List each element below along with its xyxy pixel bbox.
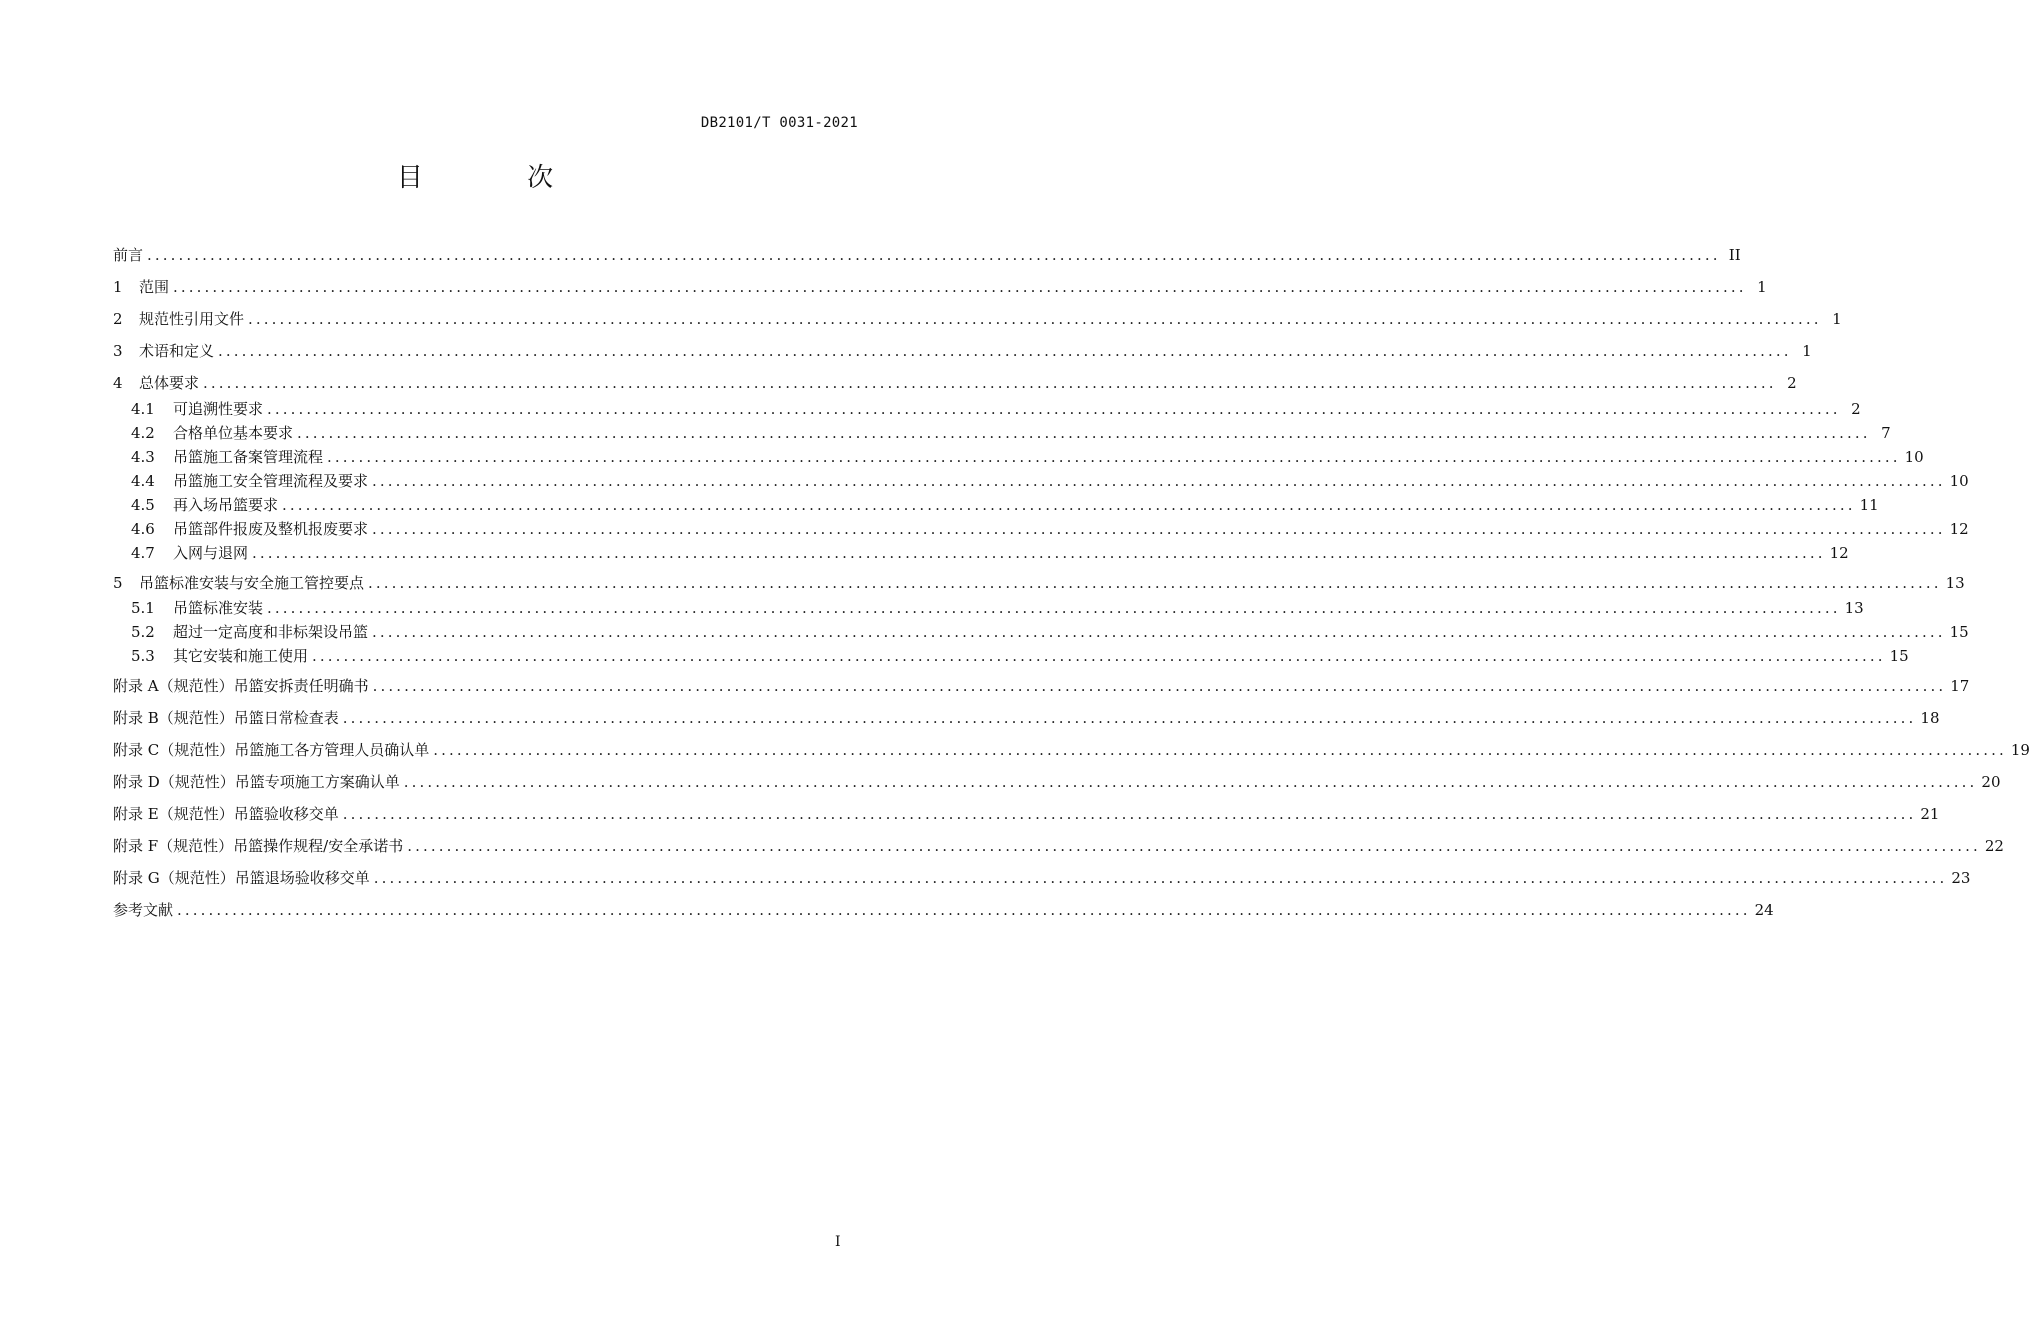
toc-entry-page: 15 bbox=[1889, 647, 1909, 665]
toc-entry-3[interactable] bbox=[113, 340, 1812, 362]
toc-leader-dots: ........................................................................................................................................................................................................ bbox=[368, 574, 1942, 592]
toc-entry-page: 12 bbox=[1949, 520, 1969, 538]
toc-entry-4-5[interactable] bbox=[131, 494, 1879, 516]
toc-entry-number: 4.1 bbox=[131, 400, 155, 418]
toc-entry-number: 4.4 bbox=[131, 472, 155, 490]
toc-leader-dots: ........................................................................................................................................................................................................ bbox=[372, 472, 1946, 490]
toc-leader-dots: ........................................................................................................................................................................................................ bbox=[403, 773, 1978, 791]
toc-entry-page: 18 bbox=[1920, 709, 1940, 727]
toc-leader-dots: ........................................................................................................................................................................................................ bbox=[173, 278, 1747, 296]
toc-entry-page: 1 bbox=[1802, 342, 1812, 360]
toc-entry-appendix-e[interactable] bbox=[113, 803, 1940, 825]
toc-entry-2[interactable] bbox=[113, 308, 1842, 330]
toc-entry-appendix-c[interactable] bbox=[113, 739, 2030, 761]
toc-entry-appendix-a[interactable] bbox=[113, 675, 1970, 697]
toc-entry-4[interactable] bbox=[113, 372, 1797, 394]
toc-leader-dots: ........................................................................................................................................................................................................ bbox=[407, 837, 1981, 855]
toc-leader-dots: ........................................................................................................................................................................................................ bbox=[267, 400, 1841, 418]
toc-entry-1[interactable] bbox=[113, 276, 1767, 298]
toc-entry-page: 23 bbox=[1951, 869, 1971, 887]
toc-entry-4-2[interactable] bbox=[131, 422, 1891, 444]
toc-entry-5-1[interactable] bbox=[131, 597, 1864, 619]
toc-entry-5-3[interactable] bbox=[131, 645, 1909, 667]
toc-entry-label: 附录 C（规范性）吊篮施工各方管理人员确认单 bbox=[113, 741, 430, 759]
toc-entry-page: 22 bbox=[1984, 837, 2004, 855]
toc-entry-page: 12 bbox=[1829, 544, 1849, 562]
toc-entry-4-1[interactable] bbox=[131, 398, 1861, 420]
toc-entry-number: 4 bbox=[113, 374, 123, 392]
toc-entry-label: 附录 G（规范性）吊篮退场验收移交单 bbox=[113, 869, 370, 887]
toc-entry-page: 24 bbox=[1754, 901, 1774, 919]
toc-entry-appendix-d[interactable] bbox=[113, 771, 2001, 793]
toc-entry-4-6[interactable] bbox=[131, 518, 1969, 540]
toc-entry-number: 4.7 bbox=[131, 544, 155, 562]
toc-entry-label: 其它安装和施工使用 bbox=[173, 647, 309, 665]
toc-entry-5-2[interactable] bbox=[131, 621, 1969, 643]
toc-entry-label: 吊篮施工安全管理流程及要求 bbox=[173, 472, 369, 490]
document-code: DB2101/T 0031-2021 bbox=[700, 115, 858, 131]
toc-entry-label: 吊篮施工备案管理流程 bbox=[173, 448, 324, 466]
toc-leader-dots: ........................................................................................................................................................................................................ bbox=[147, 246, 1721, 264]
toc-entry-4-3[interactable] bbox=[131, 446, 1924, 468]
toc-leader-dots: ........................................................................................................................................................................................................ bbox=[327, 448, 1901, 466]
toc-entry-page: 17 bbox=[1950, 677, 1970, 695]
toc-entry-page: 2 bbox=[1851, 400, 1861, 418]
toc-leader-dots: ........................................................................................................................................................................................................ bbox=[373, 869, 1948, 887]
toc-entry-page: 13 bbox=[1844, 599, 1864, 617]
toc-entry-appendix-g[interactable] bbox=[113, 867, 1971, 889]
toc-entry-label: 再入场吊篮要求 bbox=[173, 496, 279, 514]
toc-entry-page: II bbox=[1728, 246, 1741, 264]
toc-entry-4-7[interactable] bbox=[131, 542, 1849, 564]
toc-leader-dots: ........................................................................................................................................................................................................ bbox=[248, 310, 1822, 328]
toc-entry-label: 吊篮部件报废及整机报废要求 bbox=[173, 520, 369, 538]
toc-entry-label: 附录 A（规范性）吊篮安拆责任明确书 bbox=[113, 677, 369, 695]
toc-entry-page: 1 bbox=[1757, 278, 1767, 296]
toc-leader-dots: ........................................................................................................................................................................................................ bbox=[342, 805, 1917, 823]
toc-entry-number: 5.2 bbox=[131, 623, 155, 641]
toc-entry-page: 10 bbox=[1949, 472, 1969, 490]
toc-entry-number: 5 bbox=[113, 574, 123, 592]
toc-leader-dots: ........................................................................................................................................................................................................ bbox=[372, 623, 1946, 641]
toc-entry-page: 13 bbox=[1945, 574, 1965, 592]
toc-leader-dots: ........................................................................................................................................................................................................ bbox=[252, 544, 1826, 562]
toc-entry-page: 10 bbox=[1904, 448, 1924, 466]
toc-entry-number: 4.3 bbox=[131, 448, 155, 466]
toc-leader-dots: ........................................................................................................................................................................................................ bbox=[218, 342, 1792, 360]
toc-leader-dots: ........................................................................................................................................................................................................ bbox=[282, 496, 1856, 514]
toc-leader-dots: ........................................................................................................................................................................................................ bbox=[372, 520, 1946, 538]
toc-leader-dots: ........................................................................................................................................................................................................ bbox=[297, 424, 1871, 442]
toc-entry-label: 吊篮标准安装 bbox=[173, 599, 264, 617]
toc-entry-label: 附录 E（规范性）吊篮验收移交单 bbox=[113, 805, 339, 823]
toc-entry-label: 吊篮标准安装与安全施工管控要点 bbox=[139, 574, 365, 592]
toc-entry-label: 前言 bbox=[113, 246, 144, 264]
toc-entry-number: 5.3 bbox=[131, 647, 155, 665]
toc-entry-references[interactable] bbox=[113, 899, 1774, 921]
toc-entry-appendix-b[interactable] bbox=[113, 707, 1940, 729]
toc-entry-preface[interactable] bbox=[113, 244, 1741, 266]
toc-entry-appendix-f[interactable] bbox=[113, 835, 2004, 857]
toc-entry-number: 4.5 bbox=[131, 496, 155, 514]
toc-entry-page: 15 bbox=[1949, 623, 1969, 641]
toc-entry-label: 规范性引用文件 bbox=[139, 310, 245, 328]
toc-entry-number: 4.2 bbox=[131, 424, 155, 442]
toc-entry-label: 总体要求 bbox=[139, 374, 200, 392]
toc-entry-label: 入网与退网 bbox=[173, 544, 249, 562]
toc-entry-number: 4.6 bbox=[131, 520, 155, 538]
toc-entry-page: 1 bbox=[1832, 310, 1842, 328]
toc-entry-number: 5.1 bbox=[131, 599, 155, 617]
toc-entry-page: 11 bbox=[1859, 496, 1879, 514]
page-title: 目 次 bbox=[396, 163, 602, 193]
toc-entry-label: 附录 F（规范性）吊篮操作规程/安全承诺书 bbox=[113, 837, 404, 855]
toc-entry-5[interactable] bbox=[113, 572, 1965, 594]
toc-leader-dots: ........................................................................................................................................................................................................ bbox=[267, 599, 1841, 617]
toc-entry-page: 7 bbox=[1881, 424, 1891, 442]
toc-entry-page: 2 bbox=[1787, 374, 1797, 392]
toc-entry-page: 20 bbox=[1981, 773, 2001, 791]
toc-entry-label: 附录 D（规范性）吊篮专项施工方案确认单 bbox=[113, 773, 400, 791]
toc-entry-label: 合格单位基本要求 bbox=[173, 424, 294, 442]
toc-leader-dots: ........................................................................................................................................................................................................ bbox=[342, 709, 1917, 727]
toc-leader-dots: ........................................................................................................................................................................................................ bbox=[203, 374, 1777, 392]
toc-leader-dots: ........................................................................................................................................................................................................ bbox=[312, 647, 1886, 665]
toc-entry-number: 1 bbox=[113, 278, 123, 296]
toc-entry-number: 2 bbox=[113, 310, 123, 328]
toc-entry-label: 可追溯性要求 bbox=[173, 400, 264, 418]
page-number: I bbox=[835, 1234, 841, 1250]
toc-entry-page: 19 bbox=[2010, 741, 2030, 759]
toc-entry-label: 范围 bbox=[139, 278, 170, 296]
toc-entry-label: 附录 B（规范性）吊篮日常检查表 bbox=[113, 709, 339, 727]
toc-entry-label: 参考文献 bbox=[113, 901, 174, 919]
toc-entry-page: 21 bbox=[1920, 805, 1940, 823]
toc-leader-dots: ........................................................................................................................................................................................................ bbox=[177, 901, 1751, 919]
toc-entry-label: 超过一定高度和非标架设吊篮 bbox=[173, 623, 369, 641]
toc-entry-4-4[interactable] bbox=[131, 470, 1969, 492]
toc-entry-label: 术语和定义 bbox=[139, 342, 215, 360]
toc-leader-dots: ........................................................................................................................................................................................................ bbox=[372, 677, 1947, 695]
toc-entry-number: 3 bbox=[113, 342, 123, 360]
toc-leader-dots: ........................................................................................................................................................................................................ bbox=[433, 741, 2007, 759]
